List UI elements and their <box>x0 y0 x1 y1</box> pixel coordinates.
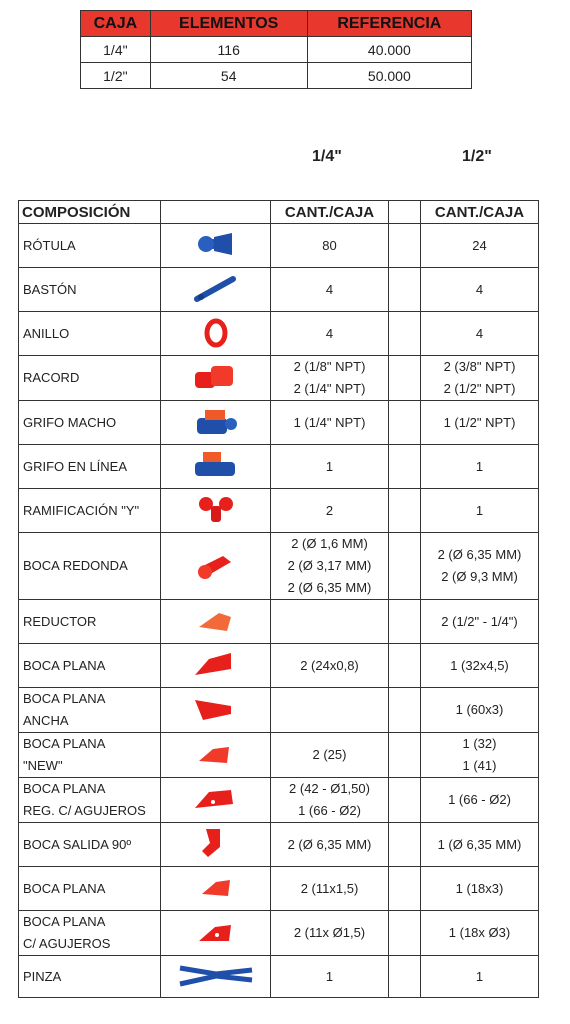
cell-line: 1 <box>475 458 484 474</box>
component-image <box>161 867 271 911</box>
gap-cell <box>389 956 421 998</box>
qty-half <box>421 489 539 533</box>
cell-line: ANCHA <box>23 713 69 728</box>
cell: 1/4" <box>81 37 151 63</box>
component-name <box>19 268 161 312</box>
component-name <box>19 533 161 600</box>
gap-cell <box>389 489 421 533</box>
component-image <box>161 778 271 823</box>
cell-line: 2 (11x Ø1,5) <box>293 925 366 940</box>
cell-line: 2 (11x1,5) <box>300 880 359 896</box>
cell-line: REDUCTOR <box>23 613 97 629</box>
cell-line: 2 (Ø 3,17 MM) <box>287 558 372 573</box>
qty-half <box>421 445 539 489</box>
header-cant-quarter: CANT./CAJA <box>271 201 389 224</box>
gap-cell <box>389 778 421 823</box>
qty-half <box>421 356 539 401</box>
table-row <box>81 63 472 89</box>
composition-header <box>19 201 539 224</box>
table-row <box>19 733 539 778</box>
cell-line: 24 <box>472 237 487 253</box>
reducer-icon <box>193 603 239 640</box>
cell-line: 1 (66 - Ø2) <box>298 803 361 818</box>
cell-line: BOCA REDONDA <box>23 558 128 573</box>
round-nozzle-icon <box>193 548 239 585</box>
box-table <box>80 10 472 89</box>
header-composicion: COMPOSICIÓN <box>19 201 161 224</box>
component-name <box>19 778 161 823</box>
cell-line: 2 (Ø 6,35 MM) <box>287 580 372 595</box>
table-row <box>19 401 539 445</box>
qty-half <box>421 312 539 356</box>
gap-cell <box>389 644 421 688</box>
qty-quarter <box>271 268 389 312</box>
wide-flat-nozzle-icon <box>191 692 241 729</box>
cell-line: 1 (41) <box>462 758 497 773</box>
header-image <box>161 201 271 224</box>
qty-half <box>421 401 539 445</box>
cell-line: 1 (32) <box>462 736 497 751</box>
cell-line: 2 (42 - Ø1,50) <box>289 781 370 796</box>
gap-cell <box>389 533 421 600</box>
cell-line: 2 (1/2" - 1/4") <box>441 613 518 629</box>
cell-line: 4 <box>325 325 334 341</box>
table-row <box>19 600 539 644</box>
cell-line: GRIFO MACHO <box>23 414 117 430</box>
qty-half <box>421 867 539 911</box>
component-name <box>19 867 161 911</box>
component-image <box>161 445 271 489</box>
cell-line: 2 (Ø 1,6 MM) <box>291 536 368 551</box>
gap-cell <box>389 823 421 867</box>
cell-line: 80 <box>322 237 337 253</box>
table-row <box>19 356 539 401</box>
component-image <box>161 268 271 312</box>
small-flat-nozzle-icon <box>194 870 238 907</box>
component-image <box>161 823 271 867</box>
component-image <box>161 224 271 268</box>
cell-line: GRIFO EN LÍNEA <box>23 458 128 474</box>
qty-quarter <box>271 401 389 445</box>
component-name <box>19 445 161 489</box>
flat-nozzle-icon <box>191 647 241 684</box>
qty-half <box>421 733 539 778</box>
qty-half <box>421 224 539 268</box>
header-referencia: REFERENCIA <box>307 11 471 37</box>
gap-cell <box>389 688 421 733</box>
cell-line: 2 (Ø 6,35 MM) <box>437 547 522 562</box>
cell-line: BOCA PLANA <box>23 657 106 673</box>
qty-half <box>421 644 539 688</box>
component-name <box>19 401 161 445</box>
component-image <box>161 489 271 533</box>
connector-icon <box>191 360 241 397</box>
cell-line: PINZA <box>23 968 62 984</box>
header-gap <box>389 201 421 224</box>
component-name <box>19 956 161 998</box>
cell-line: REG. C/ AGUJEROS <box>23 803 146 818</box>
cell-line: RÓTULA <box>23 237 76 253</box>
qty-quarter <box>271 312 389 356</box>
new-flat-nozzle-icon <box>193 737 239 774</box>
holed-flat-nozzle-icon <box>191 782 241 819</box>
gap-cell <box>389 600 421 644</box>
ring-icon <box>201 315 231 352</box>
composition-table <box>18 200 539 998</box>
cell-line: 2 <box>325 502 334 518</box>
component-image <box>161 401 271 445</box>
cell-line: RACORD <box>23 370 80 385</box>
qty-half <box>421 533 539 600</box>
cell-line: 2 (24x0,8) <box>300 657 359 673</box>
qty-quarter <box>271 867 389 911</box>
cell-line: 2 (Ø 9,3 MM) <box>441 569 518 584</box>
component-name <box>19 312 161 356</box>
component-name <box>19 600 161 644</box>
male-valve-icon <box>191 404 241 441</box>
cell-line: 1 (1/2" NPT) <box>443 414 516 430</box>
cell-line: 1 (32x4,5) <box>450 657 509 673</box>
cell-line: 1 <box>475 502 484 518</box>
cell-line: RAMIFICACIÓN "Y" <box>23 502 140 518</box>
gap-cell <box>389 312 421 356</box>
cell-line: C/ AGUJEROS <box>23 936 111 951</box>
qty-half <box>421 268 539 312</box>
cell: 40.000 <box>307 37 471 63</box>
component-image <box>161 533 271 600</box>
component-image <box>161 911 271 956</box>
cell-line: BOCA PLANA <box>23 914 106 929</box>
component-image <box>161 688 271 733</box>
cell: 54 <box>150 63 307 89</box>
inline-valve-icon <box>191 448 241 485</box>
cell-line: 2 (1/4" NPT) <box>293 381 366 396</box>
cell-line: 2 (1/8" NPT) <box>293 359 366 374</box>
table-row <box>19 489 539 533</box>
cell-line: ANILLO <box>23 325 70 341</box>
holed-nozzle-icon <box>193 915 239 952</box>
qty-quarter <box>271 688 389 733</box>
qty-quarter <box>271 911 389 956</box>
component-name <box>19 911 161 956</box>
component-name <box>19 733 161 778</box>
pliers-icon <box>176 960 256 993</box>
gap-cell <box>389 911 421 956</box>
size-label-quarter: 1/4" <box>312 148 342 165</box>
cell-line: 1 (18x Ø3) <box>448 925 511 940</box>
table-row <box>19 268 539 312</box>
component-image <box>161 956 271 998</box>
cell-line: 2 (25) <box>312 747 347 762</box>
cell-line: BOCA PLANA <box>23 691 106 706</box>
component-name <box>19 356 161 401</box>
cell-line: 1 (66 - Ø2) <box>448 792 511 807</box>
qty-half <box>421 956 539 998</box>
cell-line: 1 (Ø 6,35 MM) <box>437 836 522 852</box>
qty-quarter <box>271 600 389 644</box>
gap-cell <box>389 224 421 268</box>
header-caja: CAJA <box>81 11 151 37</box>
cell: 116 <box>150 37 307 63</box>
cell-line: 1 (1/4" NPT) <box>293 414 366 430</box>
size-label-half: 1/2" <box>462 148 492 165</box>
cell: 1/2" <box>81 63 151 89</box>
table-row <box>19 867 539 911</box>
component-image <box>161 356 271 401</box>
table-row <box>19 911 539 956</box>
qty-quarter <box>271 644 389 688</box>
table-row <box>19 778 539 823</box>
qty-half <box>421 823 539 867</box>
qty-half <box>421 778 539 823</box>
table-row <box>19 224 539 268</box>
elbow-nozzle-icon <box>196 823 236 866</box>
rod-icon <box>191 273 241 306</box>
table-row <box>19 956 539 998</box>
gap-cell <box>389 445 421 489</box>
gap-cell <box>389 356 421 401</box>
cell-line: 1 (60x3) <box>455 702 504 717</box>
qty-half <box>421 600 539 644</box>
header-elementos: ELEMENTOS <box>150 11 307 37</box>
cell-line: 1 <box>325 968 334 984</box>
cell-line: 1 <box>325 458 334 474</box>
cell-line: BOCA PLANA <box>23 781 106 796</box>
qty-half <box>421 688 539 733</box>
qty-quarter <box>271 823 389 867</box>
cell-line: 4 <box>475 325 484 341</box>
table-row <box>19 644 539 688</box>
header-cant-half: CANT./CAJA <box>421 201 539 224</box>
table-row <box>19 533 539 600</box>
cell-line: 2 (3/8" NPT) <box>443 359 516 374</box>
gap-cell <box>389 401 421 445</box>
component-name <box>19 224 161 268</box>
table-row <box>19 312 539 356</box>
qty-quarter <box>271 356 389 401</box>
gap-cell <box>389 268 421 312</box>
qty-quarter <box>271 445 389 489</box>
cell-line: BOCA PLANA <box>23 736 106 751</box>
component-image <box>161 600 271 644</box>
y-branch-icon <box>194 492 238 529</box>
gap-cell <box>389 867 421 911</box>
component-name <box>19 688 161 733</box>
table-row <box>19 445 539 489</box>
qty-quarter <box>271 778 389 823</box>
box-table-header <box>81 11 472 37</box>
component-image <box>161 733 271 778</box>
cell-line: BOCA SALIDA 90º <box>23 836 132 852</box>
cell-line: 1 (18x3) <box>455 880 504 896</box>
component-name <box>19 823 161 867</box>
cell-line: 2 (Ø 6,35 MM) <box>287 836 372 852</box>
cell-line: BASTÓN <box>23 281 77 297</box>
cell-line: 1 <box>475 968 484 984</box>
cell-line: "NEW" <box>23 758 63 773</box>
component-image <box>161 644 271 688</box>
qty-quarter <box>271 533 389 600</box>
cell-line: BOCA PLANA <box>23 880 106 896</box>
ball-joint-icon <box>194 229 238 262</box>
qty-quarter <box>271 733 389 778</box>
component-image <box>161 312 271 356</box>
gap-cell <box>389 733 421 778</box>
table-row <box>19 688 539 733</box>
cell-line: 4 <box>325 281 334 297</box>
component-name <box>19 489 161 533</box>
table-row <box>81 37 472 63</box>
qty-half <box>421 911 539 956</box>
qty-quarter <box>271 489 389 533</box>
qty-quarter <box>271 956 389 998</box>
cell: 50.000 <box>307 63 471 89</box>
component-name <box>19 644 161 688</box>
qty-quarter <box>271 224 389 268</box>
cell-line: 2 (1/2" NPT) <box>443 381 516 396</box>
table-row <box>19 823 539 867</box>
cell-line: 4 <box>475 281 484 297</box>
